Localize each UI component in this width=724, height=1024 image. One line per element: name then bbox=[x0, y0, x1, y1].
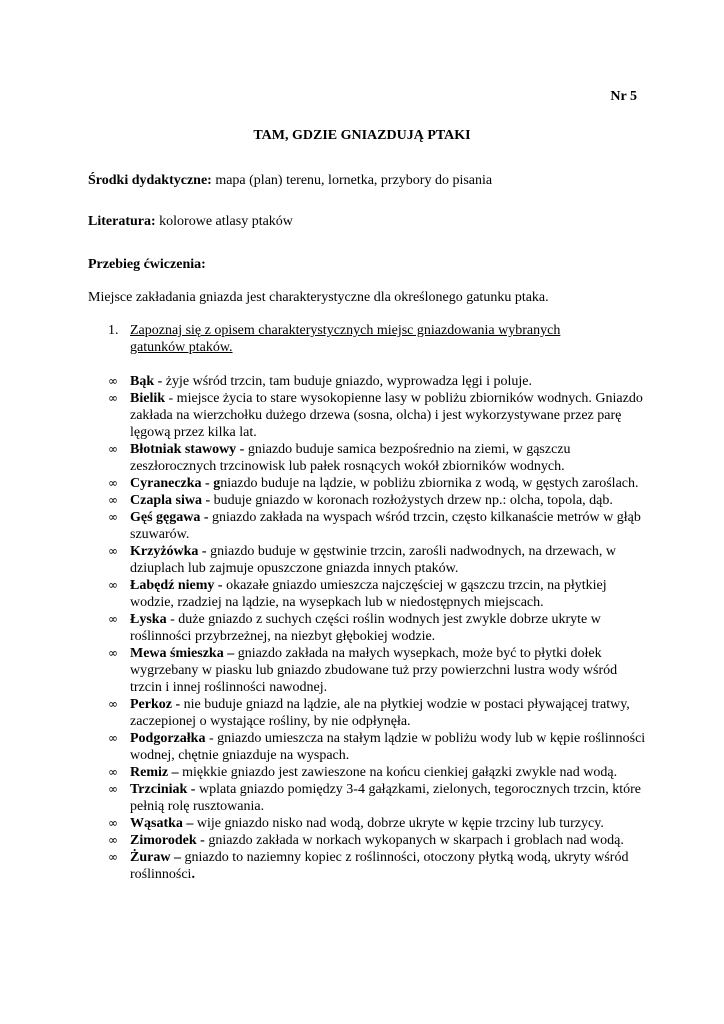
bird-description: miękkie gniazdo jest zawieszone na końcu cienkiej gałązki zwykle nad wodą. bbox=[178, 765, 618, 780]
bird-list-item bbox=[108, 509, 648, 543]
bird-description: gniazdo to naziemny kopiec z roślinności, otoczony płytką wodą, ukryty wśród roślinności bbox=[130, 850, 629, 882]
bird-name: Mewa śmieszka – bbox=[130, 646, 235, 661]
infinity-bullet-icon: ∞ bbox=[108, 816, 118, 830]
infinity-bullet-icon: ∞ bbox=[108, 646, 118, 660]
bird-list-item bbox=[108, 645, 648, 696]
bird-name: Żuraw – bbox=[130, 850, 181, 865]
bird-description: okazałe gniazdo umieszcza najczęściej w gąszczu trzcin, na płytkiej wodzie, rzadziej na lądzie, na wysepkach lub w niedostępnych miejscach. bbox=[130, 578, 607, 610]
bird-name: Krzyżówka - bbox=[130, 544, 207, 559]
bird-description: wije gniazdo nisko nad wodą, dobrze ukryte w kępie trzciny lub turzycy. bbox=[193, 816, 604, 831]
infinity-bullet-icon: ∞ bbox=[108, 578, 118, 592]
bird-name: Błotniak stawowy - bbox=[130, 442, 245, 457]
bird-name: Trzciniak - bbox=[130, 782, 196, 797]
procedure-heading: Przebieg ćwiczenia: bbox=[88, 257, 206, 272]
teaching-aids-line bbox=[88, 172, 648, 189]
bird-list-item bbox=[108, 611, 648, 645]
bird-name: Wąsatka – bbox=[130, 816, 194, 831]
infinity-bullet-icon: ∞ bbox=[108, 442, 118, 456]
bird-description: wplata gniazdo pomiędzy 3-4 gałązkami, zielonych, tegorocznych trzcin, które pełnią rolę rusztowania. bbox=[130, 782, 641, 814]
bird-description: gniazdo buduje w gęstwinie trzcin, zarośli nadwodnych, na drzewach, w dziuplach lub zajmuje opuszczone gniazda innych ptaków. bbox=[130, 544, 616, 576]
bird-description: - miejsce życia to stare wysokopienne lasy w pobliżu zbiorników wodnych. Gniazdo zakłada na wierzchołku dużego drzewa (sosna, olcha) i jest wykorzystywane przez parę lęgową przez kilka lat. bbox=[130, 391, 643, 440]
bird-name: Zimorodek - bbox=[130, 833, 205, 848]
bird-description: gniazdo zakłada na wyspach wśród trzcin, często kilkanaście metrów w głąb szuwarów. bbox=[130, 510, 641, 542]
bird-list-item bbox=[108, 832, 648, 849]
bird-name: Bielik bbox=[130, 391, 166, 406]
bird-name: Łyska bbox=[130, 612, 167, 627]
infinity-bullet-icon: ∞ bbox=[108, 850, 118, 864]
infinity-bullet-icon: ∞ bbox=[108, 391, 118, 405]
task-number: 1. bbox=[108, 323, 119, 338]
intro-paragraph: Miejsce zakładania gniazda jest charakterystyczne dla określonego gatunku ptaka. bbox=[88, 290, 549, 305]
bird-list-item bbox=[108, 764, 648, 781]
literature-line bbox=[88, 213, 648, 230]
infinity-bullet-icon: ∞ bbox=[108, 476, 118, 490]
bird-list-item bbox=[108, 781, 648, 815]
bird-list-item bbox=[108, 373, 648, 390]
infinity-bullet-icon: ∞ bbox=[108, 697, 118, 711]
bird-list-item bbox=[108, 390, 648, 441]
bird-name: Czapla siwa - bbox=[130, 493, 211, 508]
bird-name: Cyraneczka - g bbox=[130, 476, 221, 491]
bird-list-item bbox=[108, 849, 648, 883]
bird-list-item bbox=[108, 475, 648, 492]
bird-description: gniazdo zakłada w norkach wykopanych w skarpach i groblach nad wodą. bbox=[204, 833, 624, 848]
bird-name: Łabędź niemy - bbox=[130, 578, 223, 593]
bird-list-item bbox=[108, 815, 648, 832]
infinity-bullet-icon: ∞ bbox=[108, 544, 118, 558]
bird-list-item bbox=[108, 730, 648, 764]
bird-list bbox=[108, 373, 648, 883]
teaching-aids-label: Środki dydaktyczne: bbox=[88, 173, 212, 188]
bird-description: - duże gniazdo z suchych części roślin wodnych jest zwykle dobrze ukryte w roślinności przybrzeżnej, na niezbyt głębokiej wodzie. bbox=[130, 612, 601, 644]
bird-name: Gęś gęgawa - bbox=[130, 510, 209, 525]
infinity-bullet-icon: ∞ bbox=[108, 493, 118, 507]
bird-list-item bbox=[108, 696, 648, 730]
task-text: Zapoznaj się z opisem charakterystycznych miejsc gniazdowania wybranych gatunków ptaków. bbox=[130, 323, 561, 355]
bird-description: niazdo buduje na lądzie, w pobliżu zbiornika z wodą, w gęstych zaroślach. bbox=[220, 476, 639, 491]
infinity-bullet-icon: ∞ bbox=[108, 765, 118, 779]
infinity-bullet-icon: ∞ bbox=[108, 374, 118, 388]
bird-description: buduje gniazdo w koronach rozłożystych drzew np.: olcha, topola, dąb. bbox=[210, 493, 613, 508]
bird-name: Remiz – bbox=[130, 765, 179, 780]
bird-list-item bbox=[108, 492, 648, 509]
bird-list-item bbox=[108, 577, 648, 611]
infinity-bullet-icon: ∞ bbox=[108, 510, 118, 524]
bird-name: Bąk - bbox=[130, 374, 163, 389]
bird-description: gniazdo buduje samica bezpośrednio na ziemi, w gąszczu zeszłorocznych trzcinowisk lub pałek rosnących wokół zbiorników wodnych. bbox=[130, 442, 571, 474]
bird-description-end: . bbox=[191, 867, 195, 882]
bird-description: - gniazdo umieszcza na stałym lądzie w pobliżu wody lub w kępie roślinności wodnej, chętnie gniazduje na wyspach. bbox=[130, 731, 646, 763]
page-number: Nr 5 bbox=[610, 89, 637, 104]
bird-description: gniazdo zakłada na małych wysepkach, może być to płytki dołek wygrzebany w piasku lub gniazdo zbudowane tuż przy powierzchni lustra wody wśród trzcin i innej roślinności nawodnej. bbox=[130, 646, 618, 695]
literature-label: Literatura: bbox=[88, 214, 156, 229]
document-title: TAM, GDZIE GNIAZDUJĄ PTAKI bbox=[253, 128, 471, 143]
bird-list-item bbox=[108, 543, 648, 577]
bird-description: żyje wśród trzcin, tam buduje gniazdo, wyprowadza lęgi i poluje. bbox=[162, 374, 533, 389]
bird-name: Podgorzałka bbox=[130, 731, 206, 746]
bird-list-item bbox=[108, 441, 648, 475]
infinity-bullet-icon: ∞ bbox=[108, 612, 118, 626]
bird-description: nie buduje gniazd na lądzie, ale na płytkiej wodzie w postaci pływającej tratwy, zaczepionej o wystające rośliny, by nie odpłynęła. bbox=[130, 697, 630, 729]
bird-name: Perkoz - bbox=[130, 697, 181, 712]
infinity-bullet-icon: ∞ bbox=[108, 833, 118, 847]
teaching-aids-text: mapa (plan) terenu, lornetka, przybory do pisania bbox=[211, 173, 493, 188]
literature-text: kolorowe atlasy ptaków bbox=[155, 214, 293, 229]
infinity-bullet-icon: ∞ bbox=[108, 782, 118, 796]
infinity-bullet-icon: ∞ bbox=[108, 731, 118, 745]
